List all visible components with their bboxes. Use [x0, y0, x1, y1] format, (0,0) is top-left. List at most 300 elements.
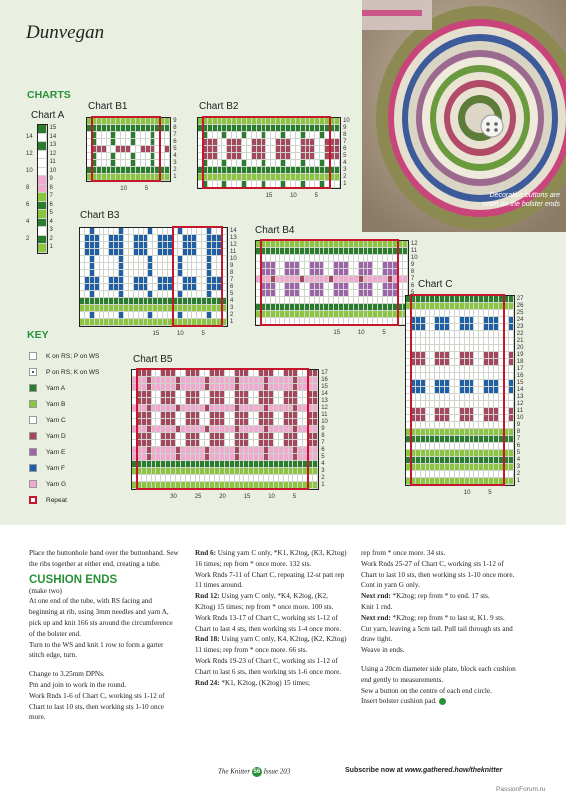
chart-cell — [313, 433, 318, 440]
row-number: 3 — [49, 227, 53, 234]
chart-b3-label: Chart B3 — [80, 210, 120, 221]
chart-cell — [509, 408, 514, 415]
row-number: 14 — [321, 390, 328, 397]
row-number: 7 — [230, 276, 234, 283]
text-column-1 — [29, 548, 179, 723]
row-number: 6 — [321, 446, 325, 453]
chart-cell — [165, 125, 170, 132]
row-number: 17 — [321, 369, 328, 376]
row-number: 3 — [173, 159, 177, 166]
row-number: 7 — [343, 138, 347, 145]
row-number: 15 — [321, 383, 328, 390]
chart-a-grid — [37, 124, 48, 254]
paragraph: Work Rnds 13-17 of Chart C, working sts 1-12 of Chart to last 4 sts, then working sts 1-4 once more. — [195, 613, 342, 633]
chart-cell — [403, 276, 408, 283]
column-number: 5 — [201, 331, 205, 337]
next-round-2: Next rnd: *K2tog; rep from * to last st, K1. 9 sts. — [361, 613, 505, 622]
row-number: 19 — [516, 351, 524, 358]
row-number: 8 — [230, 269, 234, 276]
chart-cell — [38, 202, 47, 211]
swatch-icon — [29, 384, 37, 392]
chart-cell — [222, 263, 227, 270]
chart-cell — [313, 461, 318, 468]
column-number: 5 — [382, 330, 386, 336]
column-number: 10 — [268, 494, 275, 500]
paragraph: Place the buttonhole band over the buttonband. Sew the ribs together at either end, creating a tube. — [29, 549, 179, 568]
row-number: 10 — [343, 117, 350, 124]
photo-caption: Decorative buttons are sewn on the bolster ends — [482, 192, 560, 208]
chart-cell — [222, 319, 227, 326]
chart-b4-label: Chart B4 — [255, 225, 295, 236]
row-number: 2 — [516, 470, 521, 477]
row-number: 27 — [516, 295, 524, 302]
chart-cell — [509, 457, 514, 464]
paragraph: Change to 3.25mm DPNs. — [29, 670, 105, 679]
key-label: Yarn F — [46, 464, 66, 472]
chart-cell — [165, 167, 170, 174]
chart-b2-grid — [197, 117, 341, 189]
row-number: 10 — [516, 414, 524, 421]
column-number: 10 — [290, 193, 297, 199]
chart-cell — [38, 151, 47, 160]
chart-cell — [313, 412, 318, 419]
charts-heading: CHARTS — [27, 89, 71, 101]
key-item — [29, 463, 65, 473]
row-number: 12 — [516, 400, 524, 407]
swatch-icon — [29, 432, 37, 440]
chart-cell — [509, 331, 514, 338]
chart-cell — [509, 415, 514, 422]
row-number: 18 — [516, 358, 524, 365]
row-number: 6 — [49, 201, 53, 208]
row-number: 1 — [173, 173, 177, 180]
row-number: 8 — [321, 432, 325, 439]
row-number: 3 — [516, 463, 521, 470]
column-number: 15 — [152, 331, 160, 337]
chart-cell — [313, 468, 318, 475]
chart-cell — [509, 471, 514, 478]
footer-magazine — [218, 767, 290, 777]
chart-cell — [335, 174, 340, 181]
row-number: 22 — [516, 330, 524, 337]
chart-cell — [509, 352, 514, 359]
row-number: 14 — [516, 386, 524, 393]
paragraph: Work Rnds 25-27 of Chart C, working sts 1-12 of Chart to last 10 sts, then working sts 1-10 once more. — [361, 559, 515, 579]
watermark: PassionForum.ru — [496, 786, 546, 793]
paragraph: Knit 1 rnd. — [361, 602, 393, 611]
chart-cell — [313, 405, 318, 412]
chart-cell — [222, 249, 227, 256]
chart-cell — [165, 132, 170, 139]
swatch-icon — [29, 448, 37, 456]
chart-cell — [313, 475, 318, 482]
cushion-ends-heading: CUSHION ENDS — [29, 573, 118, 586]
chart-b2-label: Chart B2 — [199, 101, 239, 112]
key-item — [29, 351, 99, 361]
row-number: 6 — [410, 282, 415, 289]
row-number: 9 — [173, 117, 177, 124]
chart-cell — [335, 146, 340, 153]
row-number: 5 — [516, 449, 521, 456]
chart-cell — [222, 305, 227, 312]
paragraph: At one end of the tube, with RS facing and beginning at rib, using 3mm needles and yarn A, pick up and knit 166 sts around the circumference of the bolster end. — [29, 597, 173, 638]
chart-cell — [313, 377, 318, 384]
key-label: Yarn D — [46, 432, 66, 440]
column-number: 10 — [357, 330, 365, 336]
end-mark-icon — [439, 698, 446, 705]
chart-cell — [403, 283, 408, 290]
chart-cell — [38, 193, 47, 202]
chart-cell — [509, 464, 514, 471]
chart-cell — [165, 174, 170, 181]
row-number: 9 — [230, 262, 234, 269]
paragraph: Cut yarn, leaving a 5cm tail. Pull tail through sts and draw tight. — [361, 624, 513, 644]
key-heading: KEY — [27, 329, 49, 341]
row-number: 23 — [516, 323, 524, 330]
key-item — [29, 479, 66, 489]
row-number: 1 — [230, 318, 234, 325]
row-number: 9 — [410, 261, 415, 268]
final-paragraph: Insert bolster cushion pad. — [361, 696, 521, 707]
row-number: 8 — [516, 428, 521, 435]
chart-cell — [509, 478, 514, 485]
row-number: 13 — [516, 393, 524, 400]
chart-c-label: Chart C — [418, 279, 453, 290]
column-number: 10 — [120, 186, 127, 192]
row-number: 7 — [49, 193, 53, 200]
chart-cell — [335, 167, 340, 174]
chart-cell — [313, 447, 318, 454]
chart-cell — [165, 139, 170, 146]
row-number: 9 — [516, 421, 521, 428]
empty-square-icon — [29, 352, 37, 360]
row-number: 2 — [230, 311, 234, 318]
footer-subscribe — [345, 767, 502, 774]
round-6: Rnd 6: Using yarn C only, *K1, K2tog, (K3, K2tog) 16 times; rep from * once more. 132 sts. — [195, 549, 347, 568]
key-label: Yarn G — [46, 480, 67, 488]
row-number: 8 — [173, 124, 177, 131]
row-number: 4 — [230, 297, 234, 304]
row-number: 4 — [343, 159, 347, 166]
chart-cell — [509, 401, 514, 408]
chart-cell — [38, 176, 47, 185]
chart-cell — [165, 153, 170, 160]
key-label: Yarn A — [46, 384, 66, 392]
row-number: 5 — [321, 453, 325, 460]
key-item — [29, 495, 67, 505]
row-number-left: 2 — [26, 235, 30, 242]
chart-cell — [509, 296, 514, 303]
row-number: 5 — [230, 290, 234, 297]
row-number: 8 — [343, 131, 347, 138]
column-number: 25 — [194, 494, 202, 500]
chart-cell — [165, 118, 170, 125]
chart-b4-grid — [255, 240, 409, 326]
swatch-icon — [29, 464, 37, 472]
row-number: 7 — [410, 275, 415, 282]
chart-cell — [403, 255, 408, 262]
column-number: 5 — [292, 494, 297, 500]
round-24: Rnd 24: *K1, K2tog, (K2tog) 15 times; — [195, 678, 311, 687]
row-number-left: 14 — [26, 133, 33, 140]
key-label: P on RS; K on WS — [46, 368, 100, 376]
row-number: 10 — [49, 167, 57, 174]
row-number: 16 — [516, 372, 524, 379]
column-number: 10 — [177, 331, 184, 337]
row-number: 7 — [516, 435, 521, 442]
chart-cell — [38, 168, 47, 177]
key-label: Yarn E — [46, 448, 66, 456]
key-label: Yarn B — [46, 400, 66, 408]
column-number: 5 — [488, 490, 492, 496]
row-number: 2 — [49, 235, 53, 242]
row-number: 7 — [321, 439, 325, 446]
key-label: Yarn C — [46, 416, 66, 424]
row-number: 12 — [49, 150, 57, 157]
chart-cell — [38, 227, 47, 236]
chart-cell — [509, 303, 514, 310]
row-number: 6 — [230, 283, 234, 290]
paragraph: Pm and join to work in the round. — [29, 680, 127, 689]
row-number: 3 — [343, 166, 347, 173]
row-number: 11 — [410, 247, 418, 254]
row-number: 5 — [343, 152, 347, 159]
chart-cell — [509, 373, 514, 380]
chart-cell — [38, 219, 47, 228]
row-number: 10 — [230, 255, 237, 262]
column-number: 5 — [144, 186, 149, 192]
chart-cell — [38, 244, 47, 253]
paragraph: Work Rnds 19-23 of Chart C, working sts 1-12 of Chart to last 6 sts, then working sts 1-6 once more. — [195, 656, 342, 676]
chart-cell — [509, 324, 514, 331]
chart-cell — [165, 146, 170, 153]
row-number: 8 — [410, 268, 415, 275]
page-number-badge: 56 — [253, 769, 261, 775]
row-number: 8 — [49, 184, 53, 191]
row-number-left: 8 — [26, 184, 30, 191]
row-number: 3 — [230, 304, 234, 311]
row-number: 14 — [49, 133, 57, 140]
row-number: 13 — [49, 142, 57, 149]
chart-cell — [313, 482, 318, 489]
row-number: 1 — [516, 477, 521, 484]
row-number: 2 — [343, 173, 347, 180]
chart-cell — [222, 277, 227, 284]
key-item — [29, 399, 65, 409]
key-item — [29, 383, 65, 393]
key-label: K on RS; P on WS — [46, 352, 100, 360]
chart-cell — [38, 210, 47, 219]
paragraph: Using a 20cm diameter side plate, block each cushion end gently to measurements. — [361, 664, 516, 684]
make-two-note: (make two) — [29, 586, 62, 595]
chart-cell — [313, 454, 318, 461]
subscribe-prefix: Subscribe now at — [345, 767, 403, 774]
row-number: 4 — [49, 218, 53, 225]
repeat-box-icon — [29, 496, 37, 504]
subscribe-link[interactable]: www.gathered.how/theknitter — [404, 767, 503, 774]
chart-cell — [222, 235, 227, 242]
row-number: 1 — [321, 481, 325, 488]
chart-cell — [38, 142, 47, 151]
row-number: 9 — [321, 425, 325, 432]
round-12: Rnd 12: Using yarn C only, *K4, K2tog, (K2, K2tog) 15 times; rep from * once more. 100 sts. — [195, 592, 334, 611]
chart-cell — [403, 248, 408, 255]
paragraph: Sew a button on the centre of each end circle. — [361, 686, 492, 695]
column-number: 15 — [265, 193, 273, 199]
chart-cell — [509, 436, 514, 443]
row-number: 12 — [230, 241, 237, 248]
key-label: Repeat — [46, 496, 67, 504]
row-number-left: 4 — [26, 218, 30, 225]
chart-cell — [313, 440, 318, 447]
row-number: 15 — [516, 379, 524, 386]
row-number: 12 — [321, 404, 328, 411]
chart-c-grid — [405, 295, 515, 486]
row-number: 6 — [343, 145, 347, 152]
chart-cell — [335, 181, 340, 188]
row-number: 11 — [230, 248, 237, 255]
row-number-left: 6 — [26, 201, 30, 208]
chart-cell — [509, 345, 514, 352]
chart-cell — [38, 236, 47, 245]
swatch-icon — [29, 400, 37, 408]
chart-cell — [335, 132, 340, 139]
chart-b1-label: Chart B1 — [88, 101, 128, 112]
row-number: 5 — [49, 210, 53, 217]
row-number: 7 — [173, 131, 177, 138]
row-number: 25 — [516, 309, 524, 316]
chart-cell — [38, 159, 47, 168]
chart-cell — [403, 262, 408, 269]
row-number-left: 12 — [26, 150, 33, 157]
chart-cell — [335, 139, 340, 146]
paragraph: Weave in ends. — [361, 646, 405, 655]
chart-cell — [313, 419, 318, 426]
row-number: 6 — [173, 138, 177, 145]
row-number: 24 — [516, 316, 524, 323]
row-number: 14 — [230, 227, 237, 234]
column-number: 30 — [170, 494, 177, 500]
chart-cell — [222, 291, 227, 298]
row-number-left: 10 — [26, 167, 33, 174]
row-number: 10 — [410, 254, 418, 261]
swatch-icon — [29, 480, 37, 488]
chart-cell — [335, 118, 340, 125]
chart-b5-label: Chart B5 — [133, 354, 173, 365]
pattern-title: Dunvegan — [26, 22, 105, 43]
chart-cell — [403, 269, 408, 276]
row-number: 3 — [321, 467, 325, 474]
next-round-1: Next rnd: *K2tog; rep from * to end. 17 sts. — [361, 592, 490, 601]
round-18: Rnd 18: Using yarn C only, K4, K2tog, (K2, K2tog) 11 times; rep from * once more. 66 sts. — [195, 635, 347, 655]
row-number: 2 — [321, 474, 325, 481]
bolster-photo — [362, 0, 566, 232]
paragraph: rep from * once more. 34 sts. — [361, 549, 446, 557]
row-number: 12 — [410, 240, 418, 247]
row-number: 9 — [49, 176, 53, 183]
chart-cell — [509, 317, 514, 324]
chart-cell — [165, 160, 170, 167]
chart-cell — [509, 338, 514, 345]
row-number: 16 — [321, 376, 328, 383]
chart-cell — [335, 160, 340, 167]
chart-b3-grid — [79, 227, 228, 327]
row-number: 17 — [516, 365, 524, 372]
magazine-name: The Knitter — [218, 767, 251, 776]
row-number: 13 — [230, 234, 237, 241]
chart-cell — [313, 370, 318, 377]
paragraph: Work Rnds 7-11 of Chart C, repeating 12-st patt rep 11 times around. — [195, 570, 345, 590]
row-number: 4 — [516, 456, 521, 463]
chart-cell — [509, 450, 514, 457]
row-number: 5 — [410, 289, 415, 296]
key-item — [29, 415, 66, 425]
chart-cell — [222, 284, 227, 291]
row-number: 11 — [516, 407, 524, 414]
row-number: 11 — [321, 411, 328, 418]
row-number: 15 — [49, 125, 57, 132]
chart-cell — [222, 270, 227, 277]
key-item — [29, 431, 66, 441]
row-number: 4 — [321, 460, 325, 467]
row-number: 13 — [321, 397, 328, 404]
chart-a-label: Chart A — [31, 110, 65, 121]
chart-cell — [509, 366, 514, 373]
chart-cell — [509, 443, 514, 450]
row-number: 1 — [49, 244, 53, 251]
chart-cell — [509, 359, 514, 366]
chart-cell — [222, 312, 227, 319]
chart-cell — [313, 384, 318, 391]
chart-b1-grid — [86, 117, 171, 182]
chart-cell — [509, 429, 514, 436]
row-number: 26 — [516, 302, 524, 309]
text-column-3 — [361, 548, 521, 707]
chart-cell — [313, 391, 318, 398]
text-column-2 — [195, 548, 347, 688]
chart-cell — [38, 134, 47, 143]
row-number: 6 — [516, 442, 521, 449]
chart-cell — [38, 185, 47, 194]
swatch-icon — [29, 416, 37, 424]
chart-cell — [509, 387, 514, 394]
row-number: 5 — [173, 145, 177, 152]
row-number: 9 — [343, 124, 347, 131]
column-number: 15 — [243, 494, 251, 500]
chart-cell — [335, 153, 340, 160]
key-item — [29, 367, 99, 377]
chart-cell — [313, 398, 318, 405]
chart-cell — [509, 310, 514, 317]
chart-cell — [509, 422, 514, 429]
chart-cell — [222, 298, 227, 305]
paragraph: Cont in yarn G only. — [361, 581, 420, 590]
chart-cell — [313, 426, 318, 433]
column-number: 5 — [314, 193, 318, 199]
row-number: 20 — [516, 344, 524, 351]
row-number: 2 — [173, 166, 177, 173]
chart-cell — [222, 256, 227, 263]
row-number: 21 — [516, 337, 524, 344]
paragraph: Work Rnds 1-6 of Chart C, working sts 1-12 of Chart to last 10 sts, then working sts 1-10 once more. — [29, 691, 165, 722]
chart-cell — [335, 125, 340, 132]
column-number: 20 — [219, 494, 226, 500]
row-number: 4 — [173, 152, 177, 159]
issue-number: Issue 203 — [263, 767, 291, 776]
column-number: 10 — [463, 490, 471, 496]
chart-b5-grid — [131, 369, 319, 490]
key-item — [29, 447, 65, 457]
